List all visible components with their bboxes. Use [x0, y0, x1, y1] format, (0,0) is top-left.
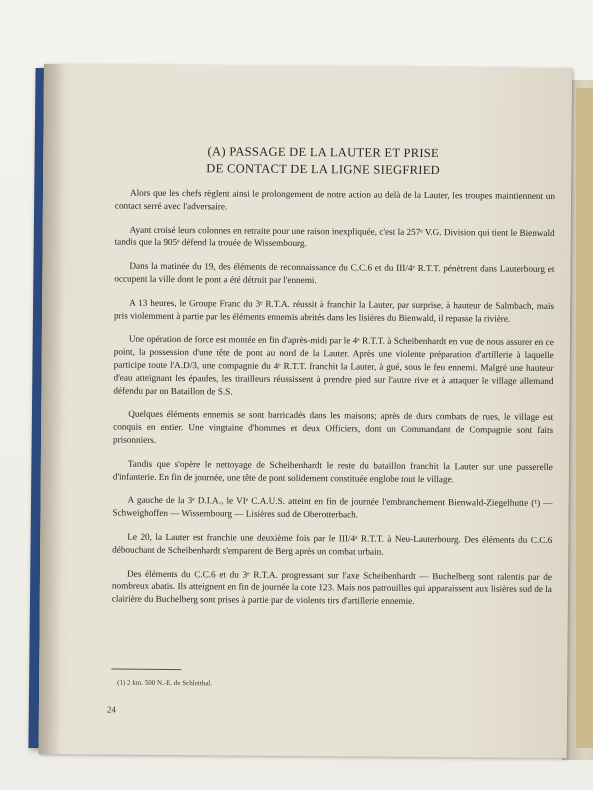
body-text: [112, 187, 555, 620]
book-page: [39, 64, 572, 758]
paragraph: Des éléments du C.C.6 et du 3ᵉ R.T.A. progressant sur l'axe Scheibenhardt — Buchelberg sont ralentis par de nombreux abatis. Ils atteignent en fin de journée la cote 123. Mais nos patrouilles qui apparaissent aux lisières sud de la clairière du Buchelberg sont prises à partie par de violents tirs d'artillerie ennemie.: [111, 568, 553, 607]
paragraph: Tandis que s'opère le nettoyage de Scheibenhardt le reste du bataillon franchit la Lauter sur une passerelle d'infanterie. En fin de journée, une tête de pont solidement constituée englobe tout le village.: [112, 458, 553, 484]
footnote-rule: [111, 669, 181, 671]
paragraph: A 13 heures, le Groupe Franc du 3ᵉ R.T.A. réussit à franchir la Lauter, par surprise, à hauteur de Salmbach, mais pris violemment à partie par les éléments ennemis abrités dans les lisières du Bienwald, il repasse la rivière.: [113, 297, 555, 324]
heading-line-2: DE CONTACT DE LA LIGNE SIEGFRIED: [206, 161, 441, 178]
paragraph: Dans la matinée du 19, des éléments de reconnaissance du C.C.6 et du III/4ᵉ R.T.T. pénètrent dans Lauterbourg et occupent la ville dont le pont a été détruit par l'ennemi.: [114, 260, 555, 286]
paragraph: Ayant croisé leurs colonnes en retraite pour une raison inexpliquée, c'est la 257ᵉ V.G. Division qui tient le Bienwald tandis que la 905ᵉ défend la trouée de Wissembourg.: [114, 224, 555, 249]
paragraph: A gauche de la 3ᵉ D.I.A., le VIᵉ C.A.U.S. atteint en fin de journée l'embranchement Bienwald-Ziegelhutte (¹) — Schweighoffen — Wissembourg — Lisières sud de Oberotterbach.: [112, 495, 553, 520]
paragraph: Quelques éléments ennemis se sont barricadés dans les maisons; après de durs combats de rues, le village est conquis en entier. Une vingtaine d'hommes et deux Officiers, dont un Commandant de Compagnie sont faits prisonniers.: [113, 409, 554, 445]
paragraph: Alors que les chefs règlent ainsi le prolongement de notre action au delà de la Lauter, les troupes maintiennent un contact serré avec l'adversaire.: [114, 187, 556, 212]
page-number: 24: [106, 704, 116, 715]
footnote: (1) 2 km. 500 N.-E. de Schleithal.: [117, 678, 213, 688]
heading-line-1: (A) PASSAGE DE LA LAUTER ET PRISE: [207, 144, 440, 161]
paragraph: Le 20, la Lauter est franchie une deuxième fois par le III/4ᵉ R.T.T. à Neu-Lauterbourg. Des éléments du C.C.6 débouchant de Scheibenhardt s'emparent de Berg après un combat urbain.: [112, 531, 553, 557]
spine-shadow: [39, 64, 66, 754]
right-cover: [576, 88, 593, 748]
paragraph: Une opération de force est montée en fin d'après-midi par le 4ᵉ R.T.T. à Scheibenhardt en vue de nous assurer en ce point, la possession d'une tête de pont au nord de la Lauter. Après une violente préparation d'artillerie à laquelle participe toute l'A.D/3, une compagnie du 4ᵉ R.T.T. franchit la Lauter, à gué, sous le feu ennemi. Malgré une hauteur d'eau atteignant les épaules, les tirailleurs réussissent à prendre pied sur l'autre rive et à attaquer le village allemand défendu par un Bataillon de S.S.: [113, 334, 554, 397]
section-heading: [143, 143, 503, 180]
